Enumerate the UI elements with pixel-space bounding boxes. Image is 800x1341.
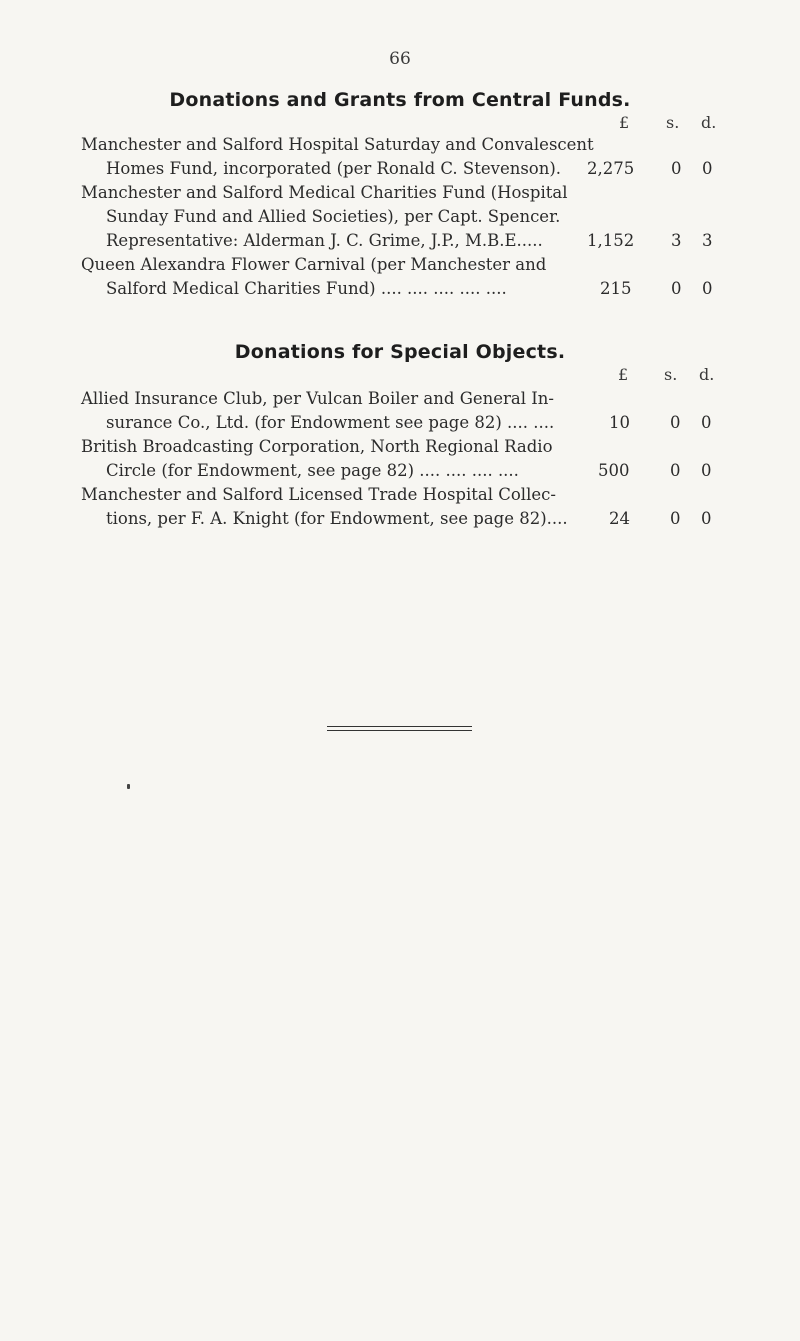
amount-shillings: 0	[671, 159, 682, 178]
amount-pounds: 500	[598, 461, 630, 480]
entry-line: Salford Medical Charities Fund) .... .... .... .... ....	[106, 279, 507, 298]
amount-pounds: 2,275	[587, 159, 635, 178]
amount-pence: 0	[701, 509, 712, 528]
amount-pence: 0	[701, 413, 712, 432]
entry-line: Representative: Alderman J. C. Grime, J.P., M.B.E.....	[106, 231, 543, 250]
amount-shillings: 3	[671, 231, 682, 250]
scan-speck	[127, 784, 130, 789]
shillings-label: s.	[664, 365, 678, 384]
amount-shillings: 0	[670, 413, 681, 432]
section-heading-central-funds: Donations and Grants from Central Funds.	[169, 89, 631, 111]
closing-rule-top	[327, 726, 472, 727]
entry-line: tions, per F. A. Knight (for Endowment, see page 82)....	[106, 509, 568, 528]
closing-rule-bottom	[327, 730, 472, 731]
amount-pounds: 1,152	[587, 231, 635, 250]
amount-pence: 0	[702, 159, 713, 178]
pounds-symbol: £	[618, 365, 629, 384]
amount-shillings: 0	[670, 461, 681, 480]
pence-label: d.	[701, 113, 717, 132]
entry-line: Sunday Fund and Allied Societies), per Capt. Spencer.	[106, 207, 561, 226]
entry-line: Allied Insurance Club, per Vulcan Boiler and General In-	[81, 389, 554, 408]
entry-line: Homes Fund, incorporated (per Ronald C. Stevenson).	[106, 159, 562, 178]
entry-line: Queen Alexandra Flower Carnival (per Manchester and	[81, 255, 547, 274]
amount-shillings: 0	[670, 509, 681, 528]
entry-line: Circle (for Endowment, see page 82) .... .... .... ....	[106, 461, 519, 480]
amount-pounds: 10	[609, 413, 630, 432]
amount-pence: 0	[702, 279, 713, 298]
amount-pence: 0	[701, 461, 712, 480]
amount-pounds: 24	[609, 509, 630, 528]
page-number: 66	[389, 49, 411, 69]
pounds-symbol: £	[619, 113, 630, 132]
entry-line: British Broadcasting Corporation, North Regional Radio	[81, 437, 553, 456]
entry-line: Manchester and Salford Hospital Saturday and Convalescent	[81, 135, 594, 154]
amount-shillings: 0	[671, 279, 682, 298]
pence-label: d.	[699, 365, 715, 384]
entry-line: surance Co., Ltd. (for Endowment see page 82) .... ....	[106, 413, 555, 432]
entry-line: Manchester and Salford Licensed Trade Hospital Collec-	[81, 485, 556, 504]
entry-line: Manchester and Salford Medical Charities Fund (Hospital	[81, 183, 568, 202]
shillings-label: s.	[666, 113, 680, 132]
section-heading-special-objects: Donations for Special Objects.	[234, 341, 566, 363]
amount-pounds: 215	[600, 279, 632, 298]
amount-pence: 3	[702, 231, 713, 250]
